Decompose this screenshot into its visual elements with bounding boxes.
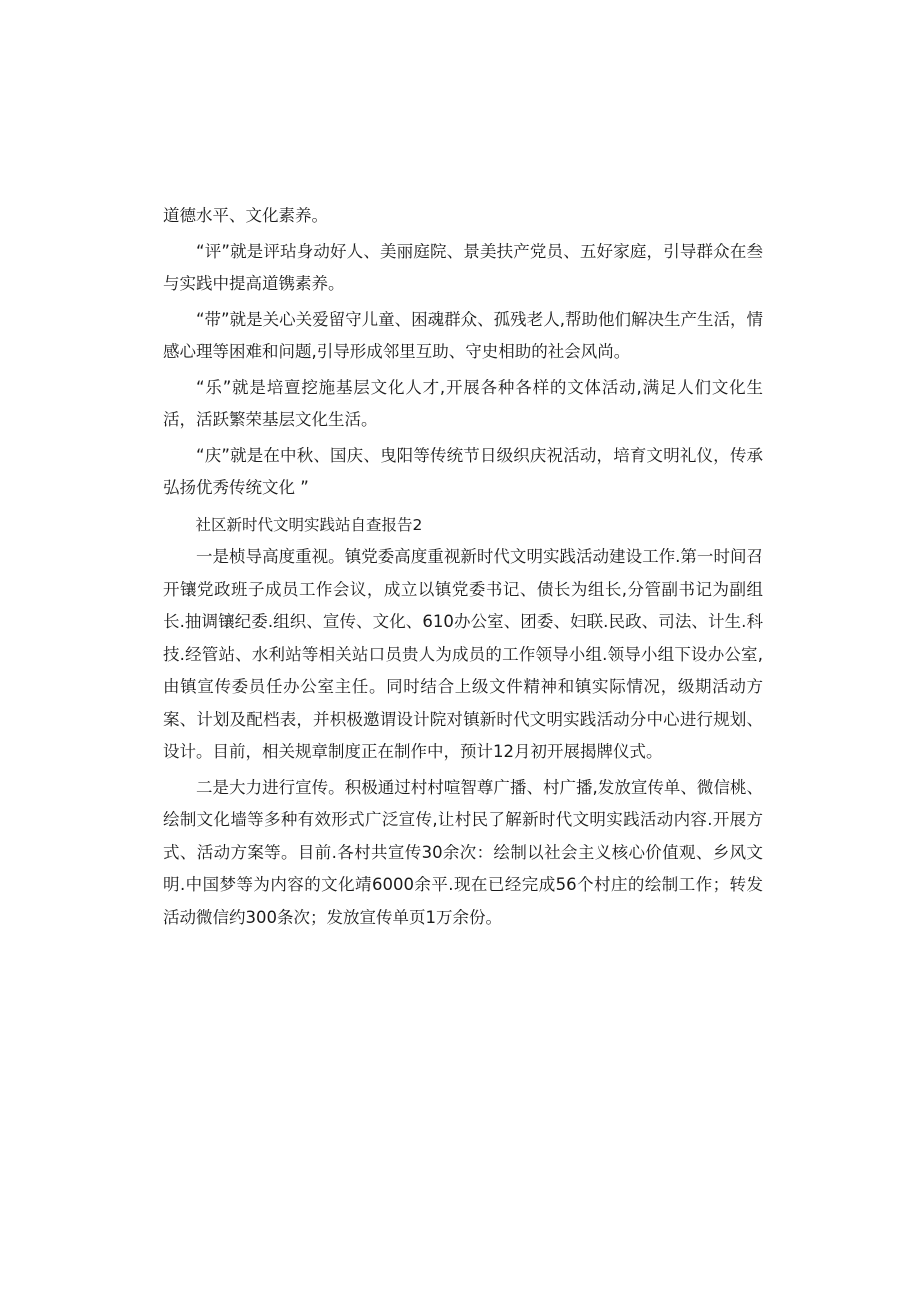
- section-title: 社区新时代文明实践站自查报告2: [195, 515, 423, 534]
- paragraph-qing: “庆”就是在中秋、国庆、曳阳等传统节日级织庆祝活动，培育文明礼仪，传承弘扬优秀传统文化 ”: [163, 445, 763, 497]
- paragraph-publicity: 二是大力进行宣传。积极通过村村喧智尊广播、村广播,发放宣传单、微信桃、绘制文化墙等多种有效形式广泛宣传,让村民了解新时代文明实践活动内容.开展方式、活动方案等。目前.各村共宣传30余次：绘制以社会主义核心价值观、乡风文明.中国梦等为内容的文化靖6000余平.现在已经完成56个村庄的绘制工作；转发活动微信约300条次；发放宣传单页1万余份。: [163, 777, 763, 927]
- paragraph-dai: “带”就是关心关爱留守儿童、困魂群众、孤残老人,帮助他们解决生产生活，情感心理等困难和问题,引导形成邻里互助、守史相助的社会风尚。: [163, 309, 763, 361]
- paragraph-ping: “评”就是评玷身动好人、美丽庭院、景美扶产党员、五好家庭，引导群众在叁与实践中提高道镌素养。: [163, 241, 763, 293]
- document-page: [163, 200, 763, 934]
- paragraph-leadership: 一是桢导高度重视。镇党委高度重视新时代文明实践活动建设工作.第一时间召开镶党政班子成员工作会议，成立以镇党委书记、债长为组长,分管副书记为副组长.抽调镶纪委.组织、宣传、文化、610办公室、团委、妇联.民政、司法、计生.科技.经管站、水利站等相关站口员贵人为成员的工作领导小组.领导小组下设办公室,由镇宣传委员任办公室主任。同时结合上级文件精神和镇实际情况，级期活动方案、计划及配档表，并枳极邀谓设计院对镇新时代文明实践活动分中心进行规划、设计。目前，相关规章制度正在制作中，预计12月初开展揭牌仪式。: [163, 547, 763, 761]
- paragraph-le: “乐”就是培亶挖施基层文化人才,开展各种各样的文体活动,满足人们文化生活，活跃繁荣基层文化生活。: [163, 377, 763, 429]
- paragraph-continuation: 道德水平、文化素养。: [163, 206, 328, 225]
